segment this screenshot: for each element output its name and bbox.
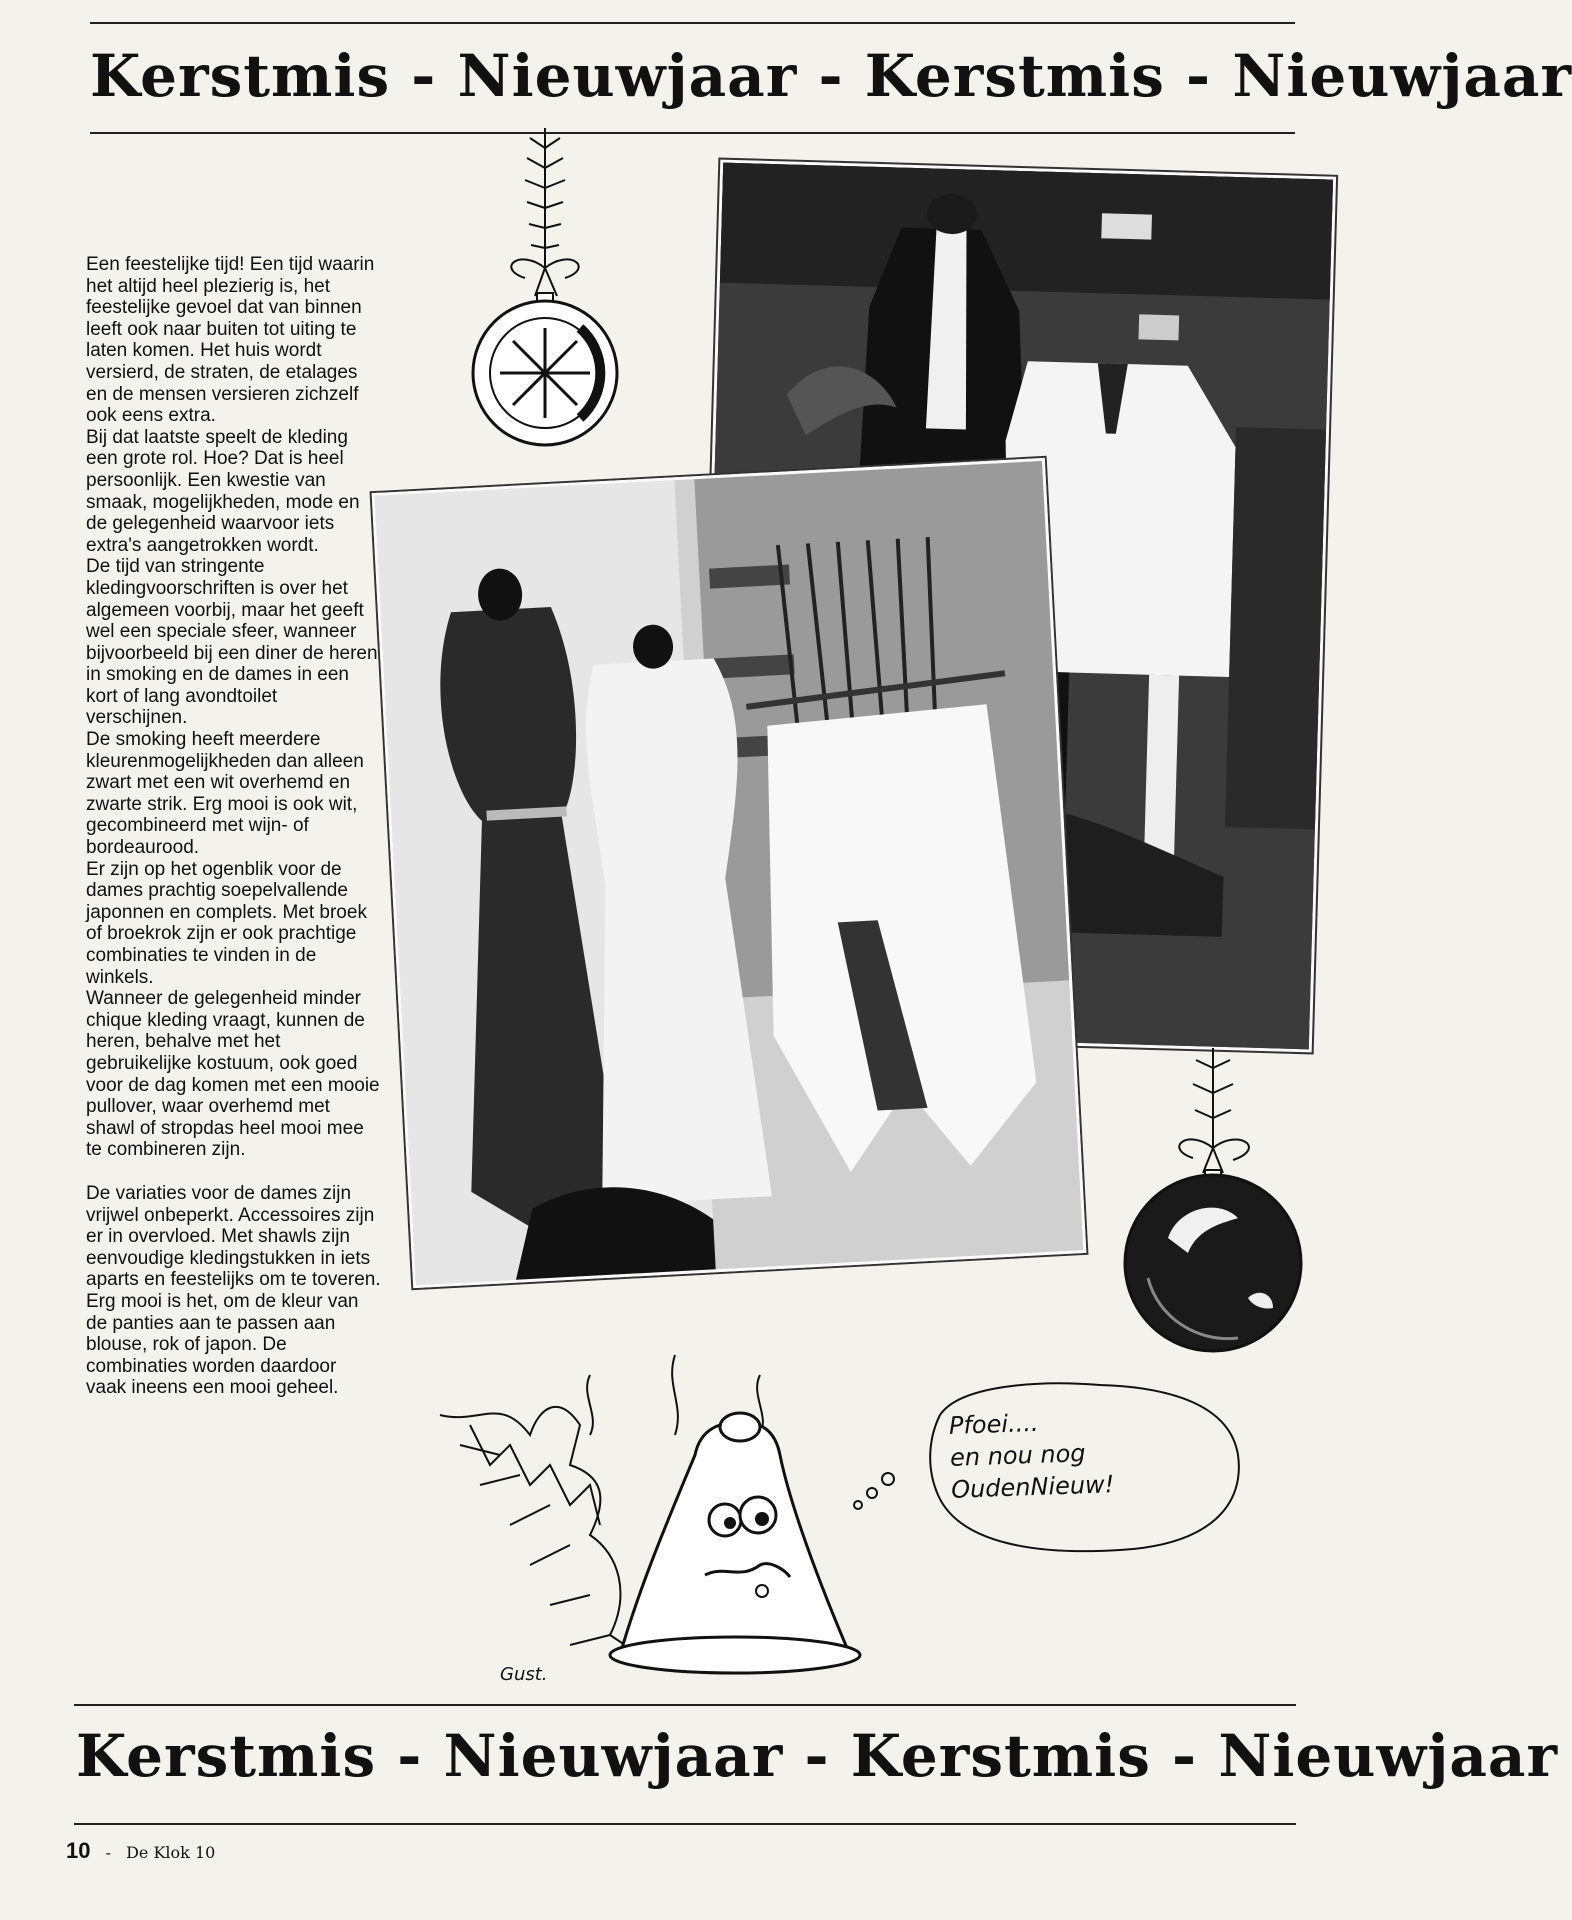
footer-separator: - — [105, 1843, 111, 1862]
photo-dresses — [372, 458, 1087, 1288]
christmas-ornament-right-icon — [1108, 1048, 1308, 1368]
christmas-ornament-top-icon — [465, 128, 625, 448]
article-paragraph: De smoking heeft meerdere kleurenmogelijkheden dan alleen zwart met een wit overhemd en zwarte strik. Erg mooi is ook wit, gecombineerd met wijn- of bordeaurood. — [86, 729, 364, 859]
article-paragraph: De variaties voor de dames zijn vrijwel onbeperkt. Accessoires zijn er in overvloed. Met shawls zijn eenvoudige kledingstukken in iets aparts en feestelijks om te toveren. Erg mooi is het, om de kleur van de panties aan te passen aan blouse, rok of japon. De combinaties worden daardoor vaak ineens een mooi geheel. — [86, 1182, 381, 1399]
speech-line: OudenNieuw! — [950, 1470, 1115, 1504]
article-body — [86, 254, 381, 1399]
footer-banner: Kerstmis - Nieuwjaar - Kerstmis - Nieuwjaar — [76, 1722, 1559, 1790]
article-paragraph: Er zijn op het ogenblik voor de dames prachtig soepelvallende japonnen en complets. Met broek of broekrok zijn er ook prachtige combinaties te vinden in de winkels. — [86, 858, 367, 988]
cartoon-bell-illustration — [440, 1355, 960, 1695]
speech-line: Pfoei.... — [948, 1408, 1039, 1440]
top-rule-2 — [90, 132, 1295, 134]
article-paragraph: Wanneer de gelegenheid minder chique kleding vraagt, kunnen de heren, behalve met het gebruikelijke kostuum, ook goed voor de dag komen met een mooie pullover, waar overhemd met shawl of stropdas heel mooi mee te combineren zijn. — [86, 988, 380, 1161]
top-rule-1 — [90, 22, 1295, 24]
page-number: 10 — [66, 1838, 91, 1863]
article-paragraph: De tijd van stringente kledingvoorschriften is over het algemeen voorbij, maar het geeft wel een speciale sfeer, wanneer bijvoorbeeld bij een diner de heren in smoking en de dames in een kort of lang avondtoilet verschijnen. — [86, 556, 378, 729]
cartoon-signature: Gust. — [500, 1664, 548, 1685]
bottom-rule-1 — [74, 1704, 1296, 1706]
speech-line: en nou nog — [949, 1439, 1086, 1472]
page-footer — [66, 1838, 215, 1864]
header-banner: Kerstmis - Nieuwjaar - Kerstmis - Nieuwjaar — [90, 42, 1572, 110]
dresses-photo-image — [375, 461, 1083, 1285]
speech-bubble-text — [948, 1400, 1231, 1506]
publication-name: De Klok 10 — [126, 1843, 216, 1862]
article-paragraph: Een feestelijke tijd! Een tijd waarin het altijd heel plezierig is, het feestelijke gevoel dat van binnen leeft ook naar buiten tot uiting te laten komen. Het huis wordt versierd, de straten, de etalages en de mensen versieren zichzelf ook eens extra. — [86, 254, 375, 427]
article-paragraph: Bij dat laatste speelt de kleding een grote rol. Hoe? Dat is heel persoonlijk. Een kwestie van smaak, mogelijkheden, mode en de gelegenheid waarvoor iets extra's aangetrokken wordt. — [86, 426, 360, 556]
bottom-rule-2 — [74, 1823, 1296, 1825]
